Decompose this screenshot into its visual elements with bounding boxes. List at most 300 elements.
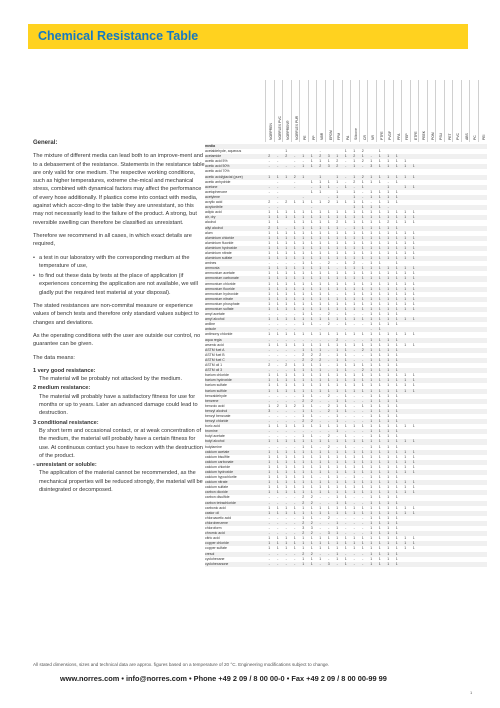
rating-cell: 1 <box>378 505 381 510</box>
rating-cell: 2 <box>353 261 356 266</box>
rating-cell: - <box>294 312 296 317</box>
rating-cell: 1 <box>361 449 364 454</box>
rating-cell: 1 <box>276 291 279 296</box>
rating-cell: 1 <box>370 398 373 403</box>
column-header <box>478 80 487 142</box>
rating-cell: 2 <box>268 200 271 205</box>
rating-cell: 1 <box>336 245 339 250</box>
rating-cell: 1 <box>336 296 339 301</box>
rating-cell: 1 <box>268 240 271 245</box>
rating-cell: 1 <box>327 505 330 510</box>
rating-cell: 1 <box>370 490 373 495</box>
legend-desc: The application of the material cannot be recommended, as the mechanical properties will be reduced strongly, the material will be disintegrated or decomposed. <box>39 470 203 493</box>
rating-cell: 1 <box>395 480 398 485</box>
rating-cell: 1 <box>276 388 279 393</box>
rating-cell: 1 <box>361 276 364 281</box>
rating-cell: 1 <box>310 439 313 444</box>
medium-name: aluminium chloride <box>205 235 235 240</box>
rating-cell: 1 <box>378 312 381 317</box>
rating-cell: - <box>353 526 355 531</box>
rating-cell: 1 <box>336 250 339 255</box>
rating-cell: 1 <box>336 286 339 291</box>
rating-cell: 1 <box>302 317 305 322</box>
rating-cell: 1 <box>387 403 390 408</box>
rating-cell: 1 <box>387 235 390 240</box>
rating-cell: 1 <box>378 245 381 250</box>
rating-cell: 1 <box>353 388 356 393</box>
rating-cell: 1 <box>285 424 288 429</box>
rating-cell: - <box>285 561 287 566</box>
rating-cell: - <box>353 434 355 439</box>
rating-cell: 1 <box>387 520 390 525</box>
rating-cell: 1 <box>327 383 330 388</box>
rating-cell: 1 <box>344 184 347 189</box>
rating-cell: 1 <box>276 546 279 551</box>
rating-cell: 1 <box>378 327 381 332</box>
rating-cell: - <box>319 149 321 154</box>
rating-cell: 1 <box>285 317 288 322</box>
rating-cell: 1 <box>276 490 279 495</box>
rating-cell: 1 <box>370 510 373 515</box>
rating-cell: 1 <box>319 480 322 485</box>
rating-cell: 1 <box>336 464 339 469</box>
rating-cell: 1 <box>395 266 398 271</box>
rating-cell: 1 <box>395 174 398 179</box>
rating-cell: 1 <box>378 439 381 444</box>
rating-cell: 1 <box>387 556 390 561</box>
rating-cell: 1 <box>353 245 356 250</box>
rating-cell: 1 <box>387 271 390 276</box>
rating-cell: 1 <box>370 459 373 464</box>
medium-name: ammonium acetate <box>205 271 235 276</box>
rating-cell: 1 <box>336 424 339 429</box>
rating-cell: - <box>353 393 355 398</box>
medium-name: acetone <box>205 184 218 189</box>
rating-cell: 1 <box>404 373 407 378</box>
rating-cell: - <box>362 337 364 342</box>
rating-cell: - <box>319 561 321 566</box>
rating-cell: 1 <box>319 368 322 373</box>
rating-cell: 1 <box>361 439 364 444</box>
rating-cell: 1 <box>370 347 373 352</box>
rating-cell: 1 <box>353 307 356 311</box>
column-header <box>265 80 274 142</box>
rating-cell: 1 <box>370 526 373 531</box>
column-header <box>469 80 478 142</box>
rating-cell: 1 <box>387 546 390 551</box>
rating-cell: 1 <box>310 459 313 464</box>
rating-cell: 1 <box>370 373 373 378</box>
rating-cell: 1 <box>395 373 398 378</box>
rating-cell: 2 <box>310 398 313 403</box>
rating-cell: 1 <box>276 439 279 444</box>
rating-cell: 1 <box>302 536 305 541</box>
rating-cell: 1 <box>412 541 415 546</box>
column-header-label: PTFE <box>379 131 384 140</box>
rating-cell: 1 <box>302 266 305 271</box>
rating-cell: 1 <box>293 536 296 541</box>
rating-cell: 1 <box>268 546 271 551</box>
medium-name: ammonium carbonate <box>205 276 239 281</box>
rating-cell: 1 <box>276 332 279 337</box>
rating-cell: - <box>370 200 372 205</box>
rating-cell: - <box>277 261 279 266</box>
rating-cell: 2 <box>302 520 305 525</box>
rating-cell: 1 <box>276 464 279 469</box>
rating-cell: 1 <box>310 286 313 291</box>
rating-cell: 1 <box>302 454 305 459</box>
rating-cell: 1 <box>387 515 390 520</box>
rating-cell: - <box>294 556 296 561</box>
rating-cell: 1 <box>344 215 347 220</box>
rating-cell: 1 <box>336 357 339 362</box>
rating-cell: - <box>302 337 304 342</box>
rating-cell: 1 <box>395 164 398 169</box>
rating-cell: - <box>345 551 347 556</box>
rating-cell: 3 <box>327 154 330 159</box>
rating-cell: - <box>328 495 330 500</box>
medium-name: acetic acid 50% <box>205 164 230 169</box>
rating-cell: - <box>336 515 338 520</box>
rating-cell: - <box>277 154 279 159</box>
rating-cell: 1 <box>302 225 305 230</box>
rating-cell: 1 <box>370 439 373 444</box>
recommend-bullet: • to find out these data by tests at the place of application (if experiences concerning the application are not available, we will gladly put the required test material at your disposal). <box>33 272 205 297</box>
rating-cell: 1 <box>276 301 279 306</box>
rating-cell: 1 <box>370 363 373 368</box>
rating-cell: 1 <box>404 505 407 510</box>
rating-cell: 1 <box>395 561 398 566</box>
rating-cell: 1 <box>395 536 398 541</box>
rating-cell: 1 <box>370 261 373 266</box>
rating-cell: 1 <box>293 210 296 215</box>
rating-cell: 1 <box>302 200 305 205</box>
rating-cell: 1 <box>378 500 381 505</box>
rating-cell: 1 <box>336 194 339 199</box>
rating-cell: 1 <box>387 500 390 505</box>
rating-cell: 1 <box>387 357 390 362</box>
rating-cell: 1 <box>319 363 322 368</box>
rating-cell: 1 <box>353 480 356 485</box>
rating-cell: 1 <box>387 281 390 286</box>
rating-cell: 1 <box>412 332 415 337</box>
rating-cell: 1 <box>293 383 296 388</box>
rating-cell: 1 <box>344 485 347 490</box>
rating-cell: 1 <box>378 230 381 235</box>
rating-cell: 1 <box>310 383 313 388</box>
rating-cell: 1 <box>336 174 339 179</box>
rating-cell: 1 <box>412 286 415 291</box>
rating-cell: 1 <box>336 281 339 286</box>
rating-cell: 1 <box>268 373 271 378</box>
rating-cell: 1 <box>285 388 288 393</box>
rating-cell: 1 <box>361 342 364 347</box>
legend-item <box>33 419 205 460</box>
rating-cell: - <box>328 551 330 556</box>
rating-cell: - <box>268 347 270 352</box>
rating-cell: 1 <box>319 256 322 261</box>
rating-cell: 1 <box>268 475 271 480</box>
rating-cell: 1 <box>336 352 339 357</box>
rating-cell: - <box>353 495 355 500</box>
rating-cell: 1 <box>310 240 313 245</box>
rating-cell: 1 <box>344 235 347 240</box>
rating-cell: 1 <box>344 434 347 439</box>
rating-cell: 1 <box>404 536 407 541</box>
rating-cell: 1 <box>387 189 390 194</box>
rating-cell: - <box>319 261 321 266</box>
rating-cell: 1 <box>336 526 339 531</box>
rating-cell: 1 <box>344 439 347 444</box>
rating-cell: 1 <box>302 291 305 296</box>
rating-cell: - <box>328 556 330 561</box>
rating-cell: 1 <box>319 439 322 444</box>
rating-cell: 1 <box>404 342 407 347</box>
rating-cell: - <box>353 184 355 189</box>
rating-cell: 1 <box>302 174 305 179</box>
column-header <box>376 80 385 142</box>
rating-cell: 1 <box>378 154 381 159</box>
rating-cell: 2 <box>268 363 271 368</box>
data-means-label: The data means: <box>33 354 75 361</box>
rating-cell: 1 <box>395 317 398 322</box>
rating-cell: 1 <box>268 480 271 485</box>
rating-cell: 1 <box>293 317 296 322</box>
rating-cell: 1 <box>378 225 381 230</box>
rating-cell: 1 <box>387 490 390 495</box>
medium-name: calcium hydroxide <box>205 470 234 474</box>
rating-cell: 1 <box>387 429 390 434</box>
rating-cell: 1 <box>327 230 330 235</box>
rating-cell: 1 <box>395 296 398 301</box>
medium-name: chromic acid <box>205 531 225 536</box>
rating-cell: - <box>268 337 270 342</box>
rating-cell: - <box>345 327 347 332</box>
rating-cell: 1 <box>319 245 322 250</box>
rating-cell: - <box>319 337 321 342</box>
rating-cell: 1 <box>361 286 364 291</box>
rating-cell: 1 <box>370 480 373 485</box>
rating-cell: 1 <box>319 271 322 276</box>
rating-cell: 1 <box>387 413 390 418</box>
rating-cell: 1 <box>302 510 305 515</box>
rating-cell: - <box>285 322 287 327</box>
rating-cell: - <box>345 419 347 424</box>
rating-cell: 1 <box>361 541 364 546</box>
rating-cell: 1 <box>336 301 339 306</box>
rating-cell: 1 <box>302 276 305 281</box>
rating-cell: 1 <box>361 301 364 306</box>
rating-cell: 1 <box>370 464 373 469</box>
rating-cell: 1 <box>310 271 313 276</box>
rating-cell: 1 <box>387 210 390 215</box>
rating-cell: - <box>285 515 287 520</box>
rating-cell: 1 <box>395 541 398 546</box>
rating-cell: - <box>294 164 296 169</box>
rating-cell: 1 <box>285 485 288 490</box>
rating-cell: 1 <box>285 378 288 383</box>
rating-cell: 1 <box>344 291 347 296</box>
rating-cell: 3 <box>327 561 330 566</box>
rating-cell: - <box>294 159 296 164</box>
rating-cell: - <box>277 194 279 199</box>
rating-cell: 1 <box>302 286 305 291</box>
rating-cell: - <box>294 357 296 362</box>
rating-cell: 1 <box>336 189 339 194</box>
rating-cell: 2 <box>310 500 313 505</box>
rating-cell: - <box>268 551 270 556</box>
rating-cell: 1 <box>336 307 339 311</box>
rating-cell: - <box>362 500 364 505</box>
rating-cell: 1 <box>353 363 356 368</box>
rating-cell: 1 <box>293 485 296 490</box>
rating-cell: 1 <box>344 256 347 261</box>
rating-cell: - <box>336 261 338 266</box>
rating-cell: 1 <box>378 286 381 291</box>
medium-name: acetic anhydride <box>205 179 231 184</box>
rating-cell: 1 <box>378 307 381 311</box>
rating-cell: 1 <box>319 220 322 225</box>
rating-cell: - <box>294 444 296 449</box>
rating-cell: 1 <box>302 347 305 352</box>
legend-item <box>33 367 205 384</box>
rating-cell: 1 <box>395 531 398 536</box>
rating-cell: - <box>294 551 296 556</box>
rating-cell: 1 <box>378 485 381 490</box>
medium-name: benzoic acid <box>205 403 225 408</box>
rating-cell: - <box>268 322 270 327</box>
rating-cell: 1 <box>327 296 330 301</box>
rating-cell: 1 <box>327 184 330 189</box>
rating-cell: 1 <box>302 393 305 398</box>
rating-cell: 1 <box>268 454 271 459</box>
medium-name: ASTM fuel C <box>205 357 225 362</box>
rating-cell: 1 <box>310 556 313 561</box>
rating-cell: 1 <box>276 296 279 301</box>
medium-name: calcium bisulfite <box>205 454 230 459</box>
column-header-label: FPM <box>337 132 341 140</box>
rating-cell: - <box>353 429 355 434</box>
rating-cell: 1 <box>285 266 288 271</box>
rating-cell: 1 <box>276 317 279 322</box>
rating-cell: 1 <box>395 459 398 464</box>
rating-cell: 1 <box>387 541 390 546</box>
rating-cell: 1 <box>412 235 415 240</box>
rating-cell: 1 <box>302 164 305 169</box>
rating-cell: 1 <box>327 378 330 383</box>
rating-cell: 1 <box>336 271 339 276</box>
rating-cell: - <box>285 419 287 424</box>
rating-cell: 1 <box>361 205 364 210</box>
rating-cell: 1 <box>404 378 407 383</box>
rating-cell: - <box>277 159 279 164</box>
rating-cell: 1 <box>344 347 347 352</box>
rating-cell: 1 <box>412 373 415 378</box>
rating-cell: - <box>277 429 279 434</box>
rating-cell: 1 <box>370 378 373 383</box>
rating-cell: - <box>268 495 270 500</box>
rating-cell: 1 <box>276 480 279 485</box>
rating-cell: 1 <box>302 373 305 378</box>
medium-name: barium chloride <box>205 373 229 378</box>
rating-cell: 1 <box>268 301 271 306</box>
rating-cell: 1 <box>387 230 390 235</box>
rating-cell: 1 <box>327 240 330 245</box>
rating-cell: 1 <box>412 307 415 311</box>
medium-name: calcium chloride <box>205 464 231 469</box>
rating-cell: 1 <box>395 291 398 296</box>
rating-cell: 1 <box>387 174 390 179</box>
rating-cell: - <box>353 357 355 362</box>
rating-cell: 1 <box>387 485 390 490</box>
rating-cell: 1 <box>353 541 356 546</box>
rating-cell: 2 <box>293 403 296 408</box>
rating-cell: 1 <box>395 398 398 403</box>
rating-cell: 1 <box>302 403 305 408</box>
rating-cell: 1 <box>370 317 373 322</box>
rating-cell: 1 <box>353 505 356 510</box>
rating-cell: 1 <box>353 271 356 276</box>
column-header <box>299 80 308 142</box>
rating-cell: 1 <box>310 388 313 393</box>
rating-cell: 1 <box>293 388 296 393</box>
rating-cell: 1 <box>302 464 305 469</box>
recommend-paragraph: Therefore we recommend in all cases, in which exact details are required, <box>33 232 192 248</box>
rating-cell: 1 <box>387 419 390 424</box>
rating-cell: 1 <box>361 200 364 205</box>
rating-cell: 1 <box>353 470 356 474</box>
rating-cell: - <box>353 413 355 418</box>
rating-cell: 1 <box>361 256 364 261</box>
rating-cell: 1 <box>336 200 339 205</box>
rating-cell: 1 <box>361 454 364 459</box>
rating-cell: - <box>353 500 355 505</box>
rating-cell: 1 <box>310 307 313 311</box>
rating-cell: 1 <box>302 322 305 327</box>
rating-cell: 1 <box>319 464 322 469</box>
rating-cell: - <box>353 403 355 408</box>
rating-cell: 1 <box>302 490 305 495</box>
medium-name: benzyl chloride <box>205 419 229 424</box>
column-header-label: NORPREN® <box>286 120 290 140</box>
rating-cell: 1 <box>336 454 339 459</box>
medium-name: ammonium chloride <box>205 281 236 286</box>
rating-cell: 1 <box>310 256 313 261</box>
rating-cell: 1 <box>327 307 330 311</box>
rating-cell: 1 <box>327 225 330 230</box>
rating-cell: 1 <box>387 383 390 388</box>
rating-cell: - <box>319 500 321 505</box>
rating-cell: 1 <box>336 240 339 245</box>
rating-cell: 1 <box>344 271 347 276</box>
rating-cell: 1 <box>395 276 398 281</box>
column-header <box>418 80 427 142</box>
rating-cell: - <box>362 413 364 418</box>
rating-cell: - <box>285 327 287 332</box>
rating-cell: 1 <box>344 281 347 286</box>
rating-cell: - <box>353 312 355 317</box>
rating-cell: - <box>336 322 338 327</box>
rating-cell: 1 <box>353 291 356 296</box>
rating-cell: 2 <box>336 337 339 342</box>
medium-name: ASTM oil 1 <box>205 363 223 368</box>
rating-cell: 1 <box>268 464 271 469</box>
rating-cell: 1 <box>327 179 330 184</box>
rating-cell: 1 <box>285 271 288 276</box>
rating-cell: 1 <box>319 490 322 495</box>
rating-cell: 1 <box>412 459 415 464</box>
rating-cell: 1 <box>412 220 415 225</box>
